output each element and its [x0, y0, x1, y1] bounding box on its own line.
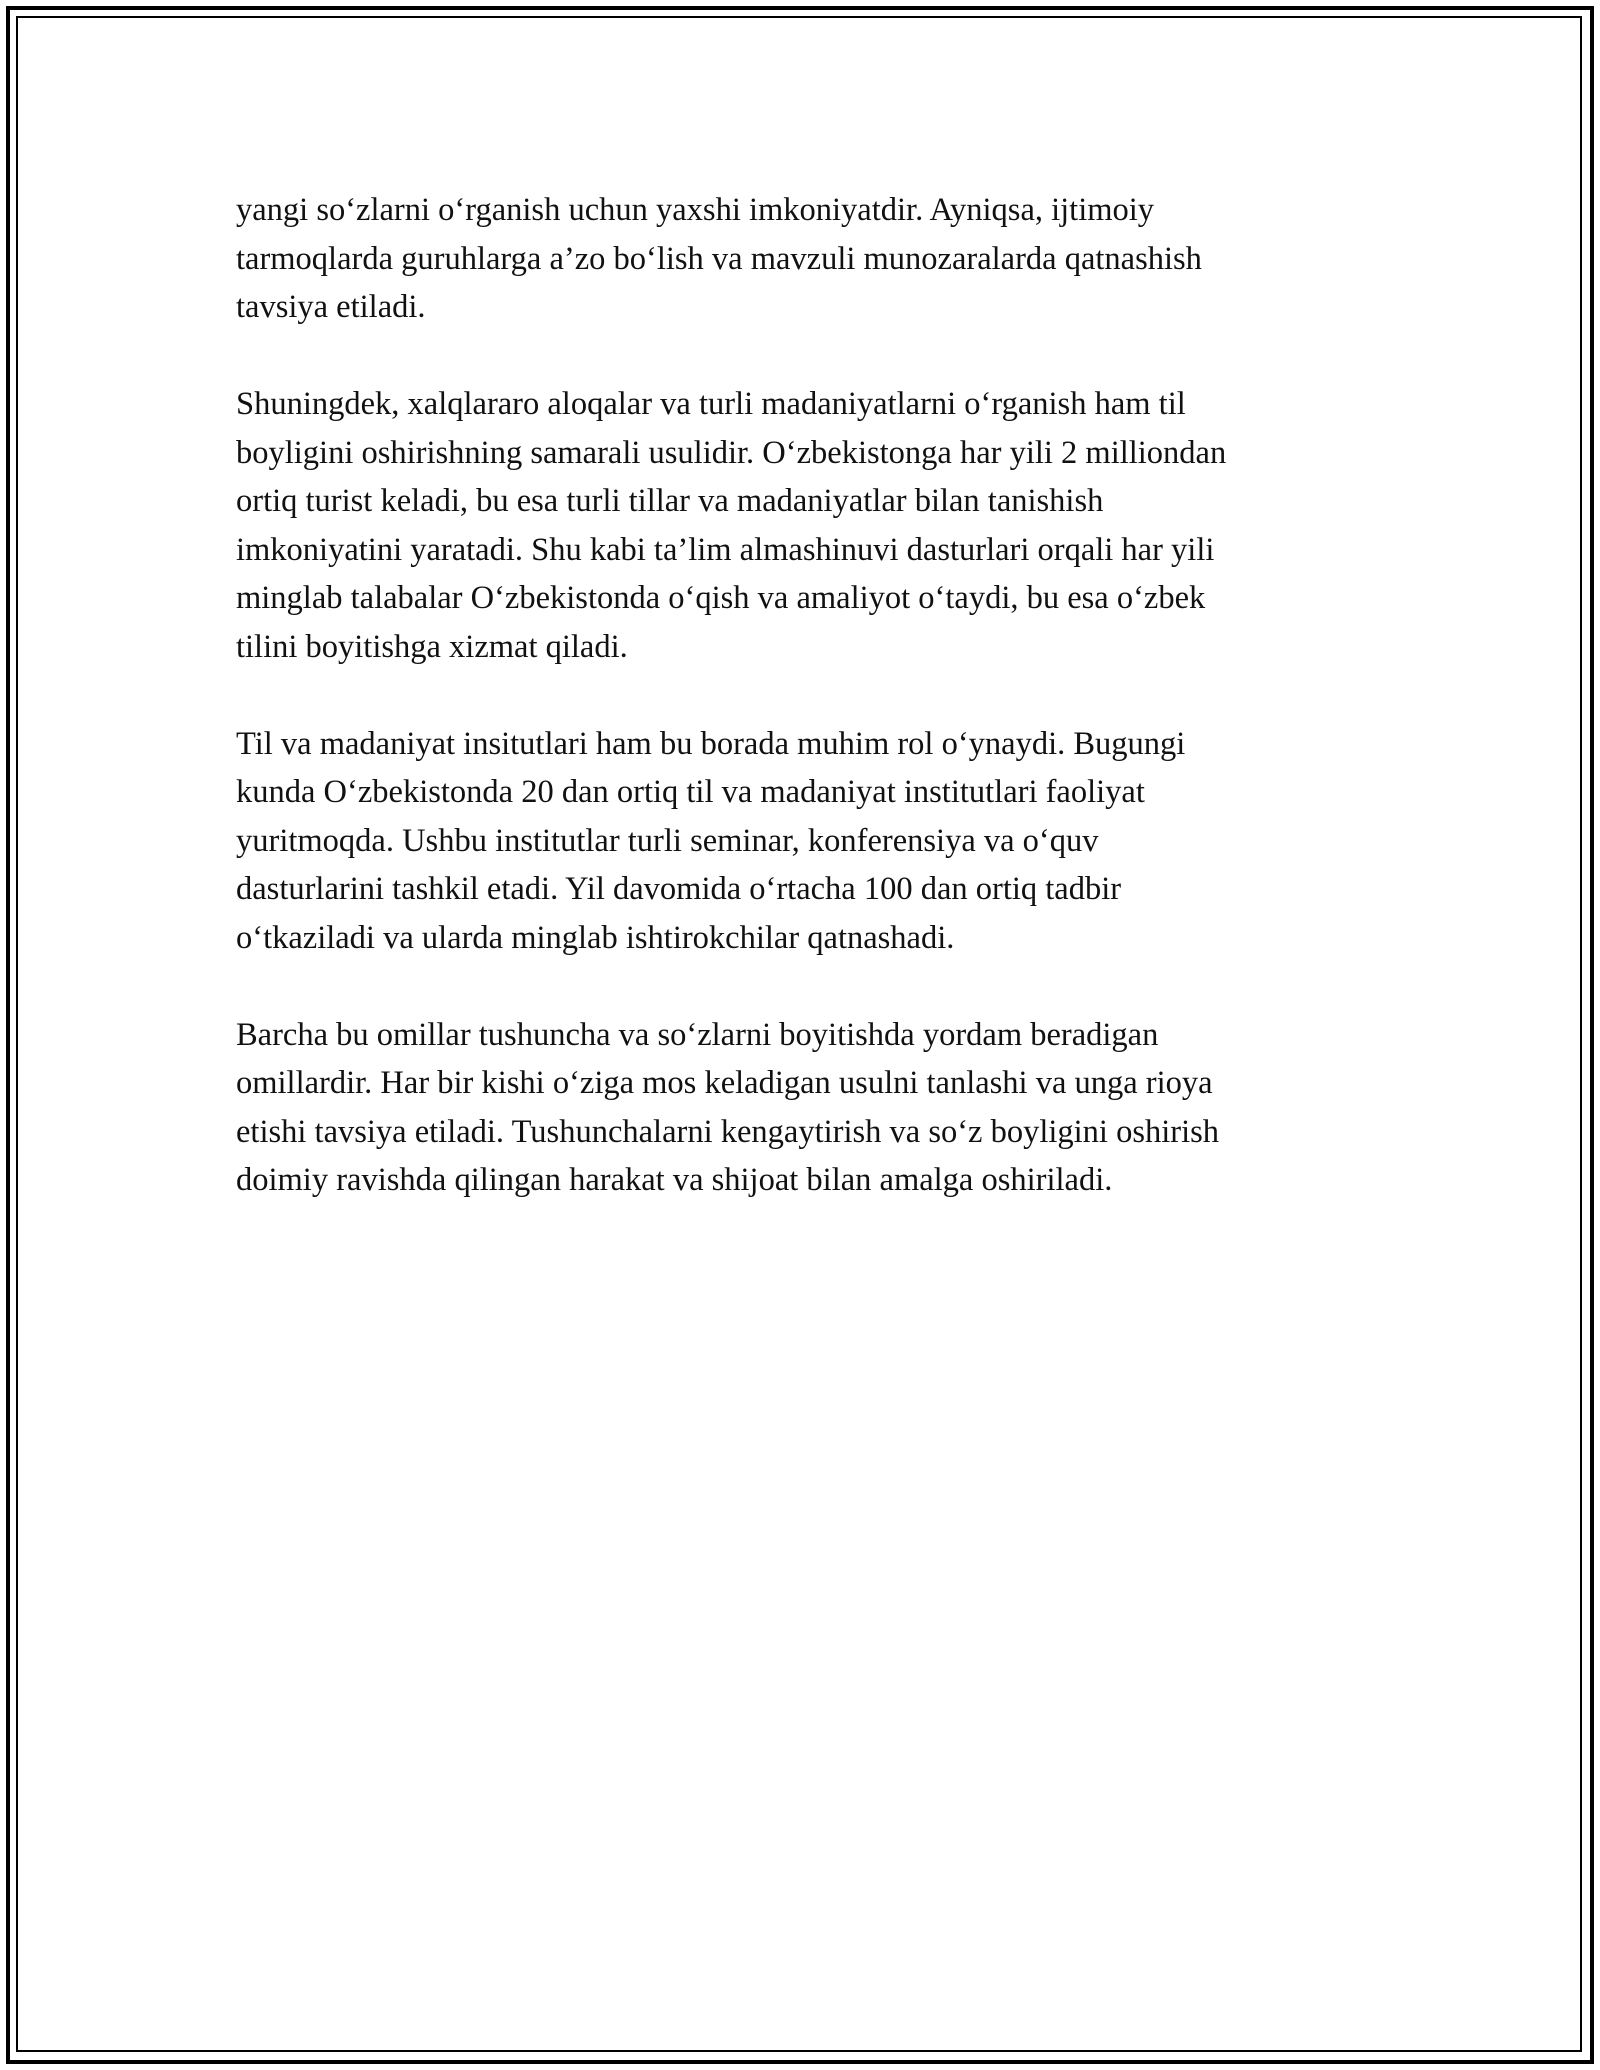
document-body — [236, 186, 1366, 1253]
text-line: yangi so‘zlarni o‘rganish uchun yaxshi imkoniyatdir. Ayniqsa, ijtimoiy — [236, 192, 1155, 228]
text-line: Til va madaniyat insitutlari ham bu borada muhim rol o‘ynaydi. Bugungi — [236, 725, 1186, 762]
text-line: o‘tkaziladi va ularda minglab ishtirokchilar qatnashadi. — [236, 919, 955, 956]
text-line: Shuningdek, xalqlararo aloqalar va turli madaniyatlarni o‘rganish ham til — [236, 386, 1186, 422]
text-line: tarmoqlarda guruhlarga a’zo bo‘lish va mavzuli munozaralarda qatnashish — [236, 240, 1202, 277]
text-line: yuritmoqda. Ushbu institutlar turli seminar, konferensiya va o‘quv — [236, 822, 1099, 859]
text-line: omillardir. Har bir kishi o‘ziga mos keladigan usulni tanlashi va unga rioya — [236, 1065, 1213, 1101]
text-line: imkoniyatini yaratadi. Shu kabi ta’lim almashinuvi dasturlari orqali har yili — [236, 531, 1215, 568]
text-line: dasturlarini tashkil etadi. Yil davomida o‘rtacha 100 dan ortiq tadbir — [236, 871, 1122, 907]
text-line: Barcha bu omillar tushuncha va so‘zlarni boyitishda yordam beradigan — [236, 1016, 1159, 1053]
text-line: tilini boyitishga xizmat qiladi. — [236, 628, 628, 665]
paragraph-2 — [236, 380, 1366, 671]
paragraph-3 — [236, 720, 1366, 963]
text-line: boyligini oshirishning samarali usulidir. O‘zbekistonga har yili 2 milliondan — [236, 434, 1227, 471]
text-line: minglab talabalar O‘zbekistonda o‘qish va amaliyot o‘taydi, bu esa o‘zbek — [236, 580, 1206, 616]
text-line: ortiq turist keladi, bu esa turli tillar va madaniyatlar bilan tanishish — [236, 483, 1104, 519]
text-line: tavsiya etiladi. — [236, 289, 426, 325]
text-line: etishi tavsiya etiladi. Tushunchalarni kengaytirish va so‘z boyligini oshirish — [236, 1113, 1220, 1150]
text-line: kunda O‘zbekistonda 20 dan ortiq til va madaniyat institutlari faoliyat — [236, 774, 1145, 810]
text-line: doimiy ravishda qilingan harakat va shijoat bilan amalga oshiriladi. — [236, 1162, 1113, 1198]
paragraph-4 — [236, 1011, 1366, 1205]
paragraph-1 — [236, 186, 1366, 332]
